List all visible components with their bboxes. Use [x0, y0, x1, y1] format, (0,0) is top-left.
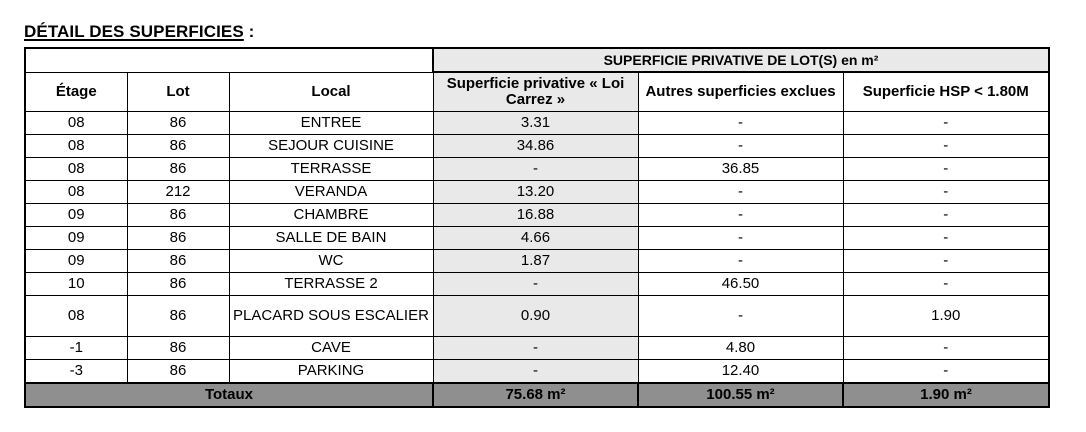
- page-title: [24, 22, 254, 42]
- totals-row: [25, 383, 1049, 407]
- cell-lot: 86: [127, 135, 229, 158]
- table-row: [25, 273, 1049, 296]
- cell-etage: 09: [25, 204, 127, 227]
- cell-exclues: 4.80: [638, 337, 843, 360]
- cell-etage: 08: [25, 181, 127, 204]
- cell-hsp: 1.90: [843, 296, 1049, 337]
- table-row: [25, 158, 1049, 181]
- title-suffix: :: [243, 22, 255, 41]
- cell-local: SALLE DE BAIN: [229, 227, 433, 250]
- cell-etage: 09: [25, 227, 127, 250]
- cell-carrez: 0.90: [433, 296, 638, 337]
- cell-exclues: -: [638, 204, 843, 227]
- column-header-carrez: Superficie privative « Loi Carrez »: [433, 72, 638, 112]
- cell-local: WC: [229, 250, 433, 273]
- cell-etage: 08: [25, 135, 127, 158]
- cell-etage: 08: [25, 112, 127, 135]
- cell-hsp: -: [843, 227, 1049, 250]
- column-header-etage: Étage: [25, 72, 127, 112]
- cell-carrez: 4.66: [433, 227, 638, 250]
- title-text: DÉTAIL DES SUPERFICIES: [24, 22, 244, 41]
- cell-hsp: -: [843, 158, 1049, 181]
- cell-exclues: -: [638, 112, 843, 135]
- cell-local: CAVE: [229, 337, 433, 360]
- column-header-local: Local: [229, 72, 433, 112]
- total-exclues: 100.55 m²: [638, 383, 843, 407]
- cell-carrez: 34.86: [433, 135, 638, 158]
- cell-exclues: 46.50: [638, 273, 843, 296]
- cell-local: PARKING: [229, 360, 433, 384]
- cell-exclues: -: [638, 227, 843, 250]
- cell-etage: 08: [25, 296, 127, 337]
- cell-exclues: -: [638, 296, 843, 337]
- table-row: [25, 250, 1049, 273]
- table-row: [25, 135, 1049, 158]
- cell-exclues: -: [638, 181, 843, 204]
- cell-hsp: -: [843, 337, 1049, 360]
- cell-local: SEJOUR CUISINE: [229, 135, 433, 158]
- table-body: [25, 112, 1049, 384]
- cell-etage: 09: [25, 250, 127, 273]
- group-header-blank: [25, 48, 433, 72]
- cell-exclues: -: [638, 135, 843, 158]
- cell-hsp: -: [843, 112, 1049, 135]
- group-header-superficie: SUPERFICIE PRIVATIVE DE LOT(S) en m²: [433, 48, 1049, 72]
- group-header-row: [25, 48, 1049, 72]
- cell-etage: -3: [25, 360, 127, 384]
- cell-hsp: -: [843, 135, 1049, 158]
- superficies-table: [24, 47, 1050, 408]
- cell-carrez: -: [433, 158, 638, 181]
- cell-lot: 86: [127, 337, 229, 360]
- total-hsp: 1.90 m²: [843, 383, 1049, 407]
- totals-label: Totaux: [25, 383, 433, 407]
- cell-carrez: 3.31: [433, 112, 638, 135]
- cell-local: ENTREE: [229, 112, 433, 135]
- table-row: [25, 181, 1049, 204]
- table-row: [25, 337, 1049, 360]
- cell-carrez: 13.20: [433, 181, 638, 204]
- cell-lot: 86: [127, 360, 229, 384]
- cell-lot: 86: [127, 204, 229, 227]
- cell-local: VERANDA: [229, 181, 433, 204]
- table-row: [25, 112, 1049, 135]
- cell-carrez: -: [433, 360, 638, 384]
- column-header-hsp: Superficie HSP < 1.80M: [843, 72, 1049, 112]
- cell-carrez: -: [433, 273, 638, 296]
- cell-hsp: -: [843, 273, 1049, 296]
- cell-etage: 10: [25, 273, 127, 296]
- cell-exclues: 36.85: [638, 158, 843, 181]
- cell-carrez: 16.88: [433, 204, 638, 227]
- cell-lot: 212: [127, 181, 229, 204]
- table-row: [25, 227, 1049, 250]
- cell-lot: 86: [127, 296, 229, 337]
- table-row: [25, 296, 1049, 337]
- cell-etage: 08: [25, 158, 127, 181]
- table-row: [25, 360, 1049, 384]
- cell-carrez: -: [433, 337, 638, 360]
- cell-exclues: 12.40: [638, 360, 843, 384]
- cell-hsp: -: [843, 250, 1049, 273]
- cell-hsp: -: [843, 360, 1049, 384]
- cell-lot: 86: [127, 250, 229, 273]
- cell-local: CHAMBRE: [229, 204, 433, 227]
- column-header-row: [25, 72, 1049, 112]
- cell-lot: 86: [127, 227, 229, 250]
- cell-lot: 86: [127, 158, 229, 181]
- cell-hsp: -: [843, 204, 1049, 227]
- column-header-exclues: Autres superficies exclues: [638, 72, 843, 112]
- cell-carrez: 1.87: [433, 250, 638, 273]
- table-row: [25, 204, 1049, 227]
- column-header-lot: Lot: [127, 72, 229, 112]
- cell-hsp: -: [843, 181, 1049, 204]
- cell-local: TERRASSE 2: [229, 273, 433, 296]
- cell-local: TERRASSE: [229, 158, 433, 181]
- cell-etage: -1: [25, 337, 127, 360]
- cell-local: PLACARD SOUS ESCALIER: [229, 296, 433, 337]
- cell-lot: 86: [127, 273, 229, 296]
- cell-lot: 86: [127, 112, 229, 135]
- total-carrez: 75.68 m²: [433, 383, 638, 407]
- cell-exclues: -: [638, 250, 843, 273]
